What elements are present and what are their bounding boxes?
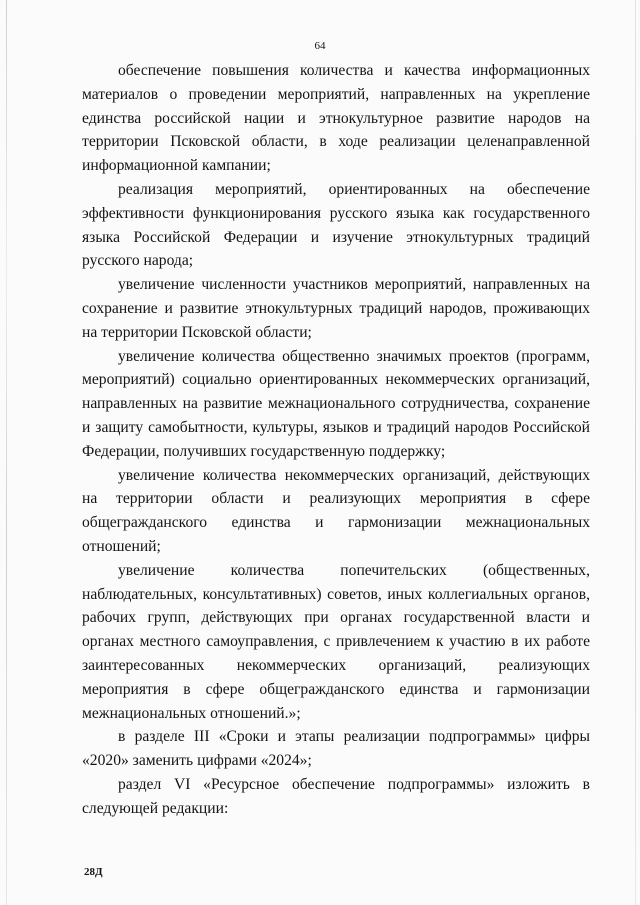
paragraph-russian-language: реализация мероприятий, ориентированных на обеспечение эффективности функционирования русского языка как государственного языка Российской Федерации и изучение этнокультурных традиций русского народа; [82,180,590,270]
body-text [82,59,590,821]
paragraph-section-six-amendment: раздел VI «Ресурсное обеспечение подпрограммы» изложить в следующей редакции: [82,775,590,817]
paragraph-nko-projects: увеличение количества общественно значимых проектов (программ, мероприятий) социально ориентированных некоммерческих организаций, направленных на развитие межнационального сотрудничества, сохранение и защиту самобытности, культуры, языков и традиций народов Российской Федерации, получивших государственную поддержку; [82,347,590,460]
footer-document-code: 28Д [84,866,103,878]
paragraph-councils: увеличение количества попечительских (общественных, наблюдательных, консультативных) советов, иных коллегиальных органов, рабочих групп, действующих при органах государственной власти и органах местного самоуправления, с привлечением к участию в их работе заинтересованных некоммерческих организаций, реализующих мероприятия в сфере общегражданского единства и гармонизации межнациональных отношений.»; [82,561,590,722]
paragraph-section-three-amendment: в разделе III «Сроки и этапы реализации подпрограммы» цифры «2020» заменить цифрами «2024»; [82,728,590,770]
paragraph-nko-count: увеличение количества некоммерческих организаций, действующих на территории области и реализующих мероприятия в сфере общегражданского единства и гармонизации межнациональных отношений; [82,466,590,555]
scan-edge-right [635,0,636,905]
scan-edge-left [6,0,7,905]
paragraph-information-materials: обеспечение повышения количества и качества информационных материалов о проведении мероприятий, направленных на укрепление единства российской нации и этнокультурное развитие народов на территории Псковской области, в ходе реализации целенаправленной информационной кампании; [82,62,590,175]
page-number: 64 [314,40,326,52]
paragraph-participants-increase: увеличение численности участников мероприятий, направленных на сохранение и развитие этнокультурных традиций народов, проживающих на территории Псковской области; [82,276,590,341]
